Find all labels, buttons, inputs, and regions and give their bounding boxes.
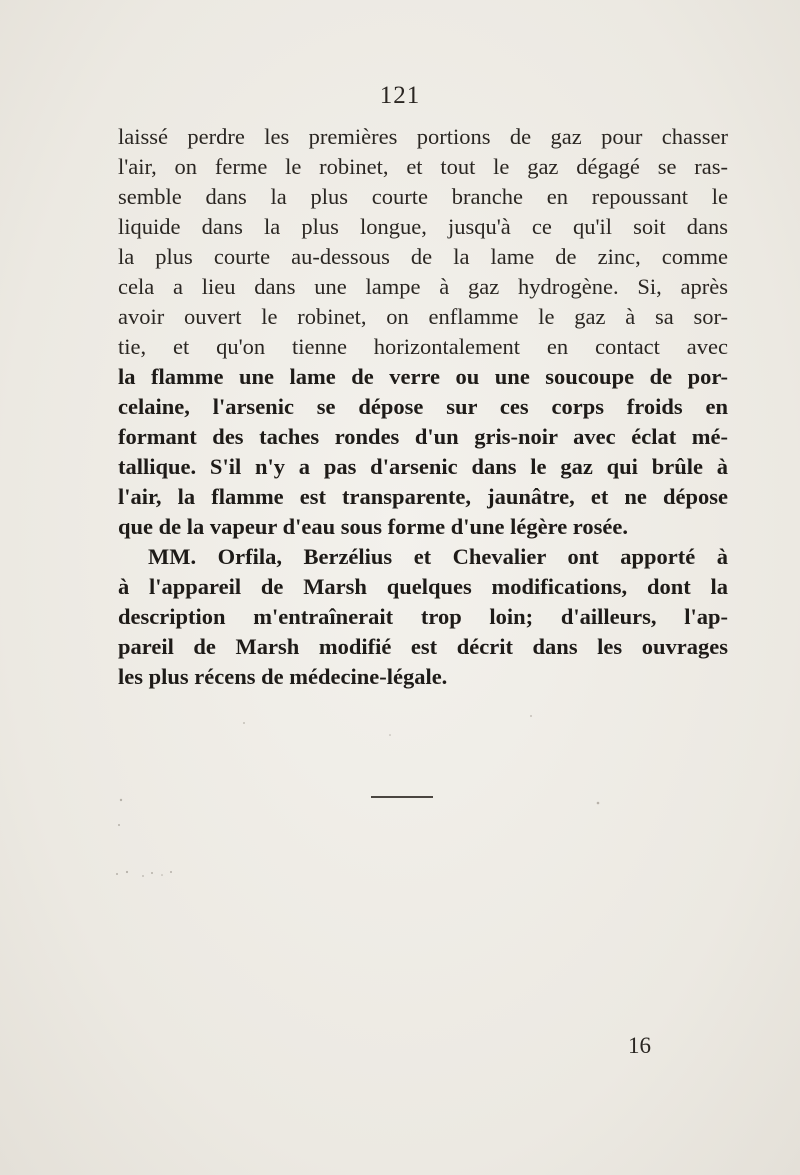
- text-line: avoir ouvert le robinet, on enflamme le gaz à sa sor-: [118, 304, 728, 329]
- page-number: 121: [379, 82, 421, 109]
- text-line: description m'entraînerait trop loin; d'ailleurs, l'ap-: [118, 604, 728, 629]
- text-line: l'air, on ferme le robinet, et tout le gaz dégagé se ras-: [118, 154, 728, 179]
- text-line: semble dans la plus courte branche en repoussant le: [118, 184, 728, 209]
- text-line: à l'appareil de Marsh quelques modifications, dont la: [118, 574, 728, 599]
- text-line: liquide dans la plus longue, jusqu'à ce qu'il soit dans: [118, 214, 728, 239]
- text-line: l'air, la flamme est transparente, jaunâtre, et ne dépose: [118, 484, 728, 509]
- text-line: cela a lieu dans une lampe à gaz hydrogène. Si, après: [118, 274, 728, 299]
- body-text: [118, 122, 728, 692]
- text-line: la flamme une lame de verre ou une soucoupe de por-: [118, 364, 728, 389]
- section-divider: [371, 796, 433, 798]
- text-line: pareil de Marsh modifié est décrit dans les ouvrages: [118, 634, 728, 659]
- text-line: tallique. S'il n'y a pas d'arsenic dans le gaz qui brûle à: [118, 454, 728, 479]
- text-line: que de la vapeur d'eau sous forme d'une légère rosée.: [118, 514, 628, 539]
- text-line: les plus récens de médecine-légale.: [118, 664, 448, 689]
- text-line: tie, et qu'on tienne horizontalement en contact avec: [118, 334, 728, 359]
- text-line: celaine, l'arsenic se dépose sur ces corps froids en: [118, 394, 728, 419]
- text-line: MM. Orfila, Berzélius et Chevalier ont apporté à: [148, 544, 728, 569]
- text-line: la plus courte au-dessous de la lame de zinc, comme: [118, 244, 728, 269]
- signature-mark: 16: [628, 1033, 651, 1058]
- text-line: laissé perdre les premières portions de gaz pour chasser: [118, 124, 728, 149]
- text-line: formant des taches rondes d'un gris-noir avec éclat mé-: [118, 424, 728, 449]
